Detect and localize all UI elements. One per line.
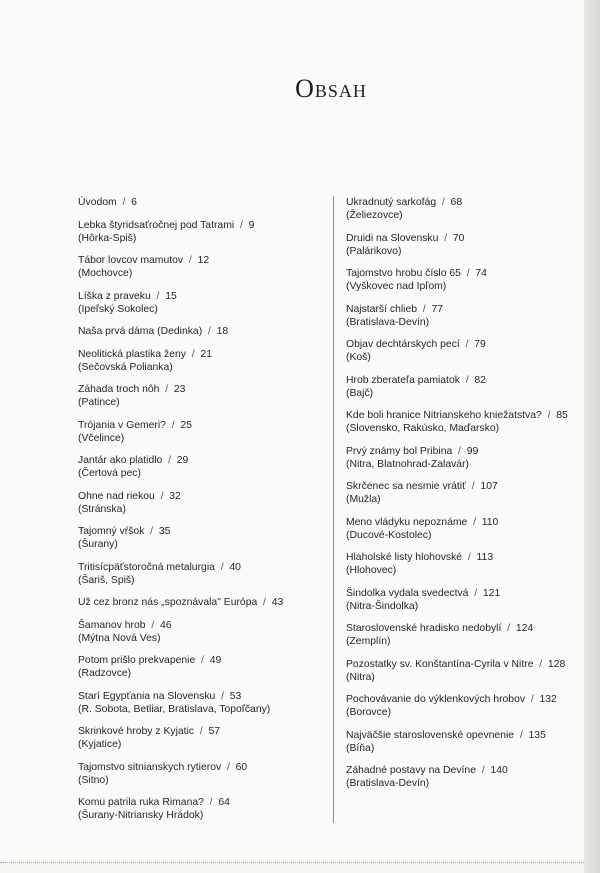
toc-entry-title: Skrinkové hroby z Kyjatic: [78, 726, 195, 737]
toc-entry-page: 85: [556, 410, 568, 421]
toc-entry-page: 23: [173, 384, 186, 395]
toc-entry-page: 82: [474, 374, 486, 386]
page-separator: /: [541, 410, 557, 421]
toc-entry-title: Lebka štyridsaťročnej pod Tatrami: [78, 219, 235, 231]
toc-entry-page: 60: [235, 761, 248, 773]
toc-entry-location: (R. Sobota, Betliar, Bratislava, Topoľčany): [78, 703, 271, 715]
toc-entry: [346, 480, 590, 506]
page-separator: /: [438, 232, 453, 244]
page-separator: /: [202, 326, 217, 337]
toc-entry-title: Záhada troch nôh: [78, 384, 160, 395]
toc-entry-page: 113: [476, 552, 494, 563]
toc-entry-line: [346, 303, 590, 316]
toc-entry-page: 99: [466, 445, 479, 457]
toc-entry-page: 43: [271, 597, 284, 608]
toc-entry: [78, 761, 326, 787]
toc-entry-line: [78, 619, 326, 632]
toc-entry-title: Úvodom: [78, 197, 117, 208]
toc-entry-title: Najväčšie staroslovenské opevnenie: [346, 729, 515, 741]
page-separator: /: [234, 219, 249, 231]
page-separator: /: [215, 690, 230, 702]
toc-entry-line: [78, 490, 326, 503]
page-separator: /: [465, 481, 481, 492]
page-separator: /: [468, 587, 483, 599]
toc-entry-line: [346, 445, 590, 458]
toc-entry-location: (Hlohovec): [346, 565, 397, 576]
toc-entry-line: [78, 561, 326, 574]
toc-entry: [78, 348, 326, 374]
toc-entry-line: [346, 338, 590, 351]
page-separator: /: [203, 797, 219, 808]
toc-entry-title: Jantár ako platidlo: [78, 455, 163, 466]
toc-entry-page: 29: [176, 455, 189, 466]
toc-entry: [78, 419, 326, 445]
toc-entry-page: 68: [450, 197, 463, 208]
toc-entry-title: Druidi na Slovensku: [346, 232, 439, 244]
toc-entry-location: (Stránska): [78, 503, 126, 515]
toc-entry-title: Skrčenec sa nesmie vrátiť: [346, 481, 466, 492]
toc-entry: [78, 561, 326, 587]
toc-entry-page: 53: [229, 690, 242, 702]
toc-entry-location: (Borovce): [346, 707, 392, 718]
page-separator: /: [194, 726, 209, 737]
toc-entry: [346, 516, 590, 542]
toc-entry-line: [78, 725, 326, 738]
toc-entry-line: [346, 516, 590, 529]
toc-entry-title: Staroslovenské hradisko nedobylí: [346, 623, 502, 634]
page-separator: /: [165, 419, 181, 431]
toc-entry-page: 6: [131, 197, 137, 208]
toc-entry-line: [346, 374, 590, 387]
toc-entry-title: Hlaholské listy hlohovské: [346, 552, 463, 563]
page-separator: /: [183, 255, 198, 266]
page-separator: /: [144, 526, 159, 537]
toc-entry-page: 46: [160, 619, 172, 631]
toc-entry-title: Tritisícpäťstoročná metalurgia: [78, 561, 215, 573]
toc-entry-title: Záhadné postavy na Devíne: [346, 765, 476, 776]
page-separator: /: [257, 597, 272, 608]
toc-entry-page: 77: [431, 303, 444, 315]
toc-entry-line: [346, 764, 590, 777]
toc-entry-location: (Sečovská Polianka): [78, 361, 173, 373]
toc-entry-page: 79: [474, 339, 486, 350]
page-separator: /: [460, 268, 476, 279]
page-separator: /: [162, 455, 177, 466]
toc-entry-line: [78, 348, 326, 361]
toc-entry-title: Šamanov hrob: [78, 619, 146, 631]
toc-entry-title: Pochovávanie do výklenkových hrobov: [346, 694, 526, 705]
toc-entry-title: Meno vládyku nepoznáme: [346, 516, 468, 528]
toc-entry: [78, 596, 326, 609]
toc-entry: [78, 454, 326, 480]
toc-entry-location: (Patince): [78, 397, 120, 408]
toc-entry-title: Objav dechtárskych pecí: [346, 339, 460, 350]
toc-entry-location: (Šariš, Spiš): [78, 574, 135, 586]
toc-entry-page: 74: [475, 268, 487, 279]
toc-entry-page: 70: [452, 232, 465, 244]
toc-entry: [346, 587, 590, 613]
toc-entry-line: [346, 622, 590, 635]
page-separator: /: [436, 197, 451, 208]
page-separator: /: [459, 374, 475, 386]
page-separator: /: [525, 694, 540, 705]
toc-entry-title: Starí Egypťania na Slovensku: [78, 690, 216, 702]
toc-entry-page: 18: [216, 326, 229, 337]
toc-entry: [78, 525, 326, 551]
toc-entry: [346, 551, 590, 577]
page-separator: /: [501, 623, 516, 634]
toc-entry-line: [346, 729, 590, 742]
toc-entry-title: Najstarší chlieb: [346, 303, 418, 315]
toc-entry-page: 132: [539, 694, 557, 705]
toc-entry-line: [78, 383, 326, 396]
toc-entry-location: (Koš): [346, 352, 371, 363]
toc-entry-page: 21: [200, 348, 212, 360]
toc-entry-location: (Ducové-Kostolec): [346, 529, 432, 541]
toc-entry-page: 135: [528, 729, 546, 741]
toc-entry-title: Ohne nad riekou: [78, 490, 155, 502]
toc-entry-page: 64: [218, 797, 230, 808]
toc-entry-line: [78, 419, 326, 432]
toc-column-left: [78, 196, 326, 832]
toc-entry-line: [78, 525, 326, 538]
page-separator: /: [459, 339, 475, 350]
page-separator: /: [514, 729, 529, 741]
toc-entry: [346, 693, 590, 719]
toc-column-right: [346, 196, 590, 800]
toc-entry-location: (Zemplín): [346, 636, 391, 647]
toc-entry-title: Šindolka vydala svedectvá: [346, 587, 469, 599]
toc-entry-title: Naša prvá dáma (Dedinka): [78, 326, 203, 337]
toc-entry-location: (Nitra, Blatnohrad-Zalavár): [346, 458, 469, 470]
toc-entry-title: Ukradnutý sarkofág: [346, 197, 437, 208]
toc-entry-location: (Sitno): [78, 774, 109, 786]
toc-entry: [78, 619, 326, 645]
page-separator: /: [475, 765, 491, 776]
page-separator: /: [145, 619, 161, 631]
toc-entry-title: Trójania v Gemeri?: [78, 419, 166, 431]
toc-entry-page: 32: [169, 490, 181, 502]
toc-entry-page: 57: [208, 726, 221, 737]
toc-entry-location: (Mýtna Nová Ves): [78, 632, 161, 644]
toc-entry-line: [78, 290, 326, 303]
toc-entry-line: [346, 587, 590, 600]
toc-entry-page: 110: [481, 516, 499, 528]
page-separator: /: [467, 516, 482, 528]
toc-entry-line: [346, 196, 590, 209]
toc-entry-page: 25: [180, 419, 192, 431]
toc-entry-location: (Šurany-Nitriansky Hrádok): [78, 810, 204, 821]
toc-entry: [346, 409, 590, 435]
toc-entry: [78, 290, 326, 316]
toc-entry-title: Pozostatky sv. Konštantína-Cyrila v Nitre: [346, 658, 534, 670]
toc-entry-line: [346, 693, 590, 706]
toc-entry-page: 40: [229, 561, 241, 573]
toc-entry: [346, 729, 590, 755]
toc-entry-location: (Slovensko, Rakúsko, Maďarsko): [346, 423, 500, 434]
toc-entry: [346, 303, 590, 329]
toc-entry-title: Líška z praveku: [78, 290, 151, 302]
toc-entry-line: [78, 761, 326, 774]
scan-border: [0, 862, 584, 863]
toc-entry-line: [346, 551, 590, 564]
toc-entry-title: Neolitická plastika ženy: [78, 348, 186, 360]
toc-entry-title: Prvý známy bol Pribina: [346, 445, 453, 457]
page-separator: /: [462, 552, 477, 563]
toc-entry-location: (Bajč): [346, 387, 374, 399]
toc-entry-line: [78, 219, 326, 232]
toc-entry-page: 140: [490, 765, 508, 776]
toc-entry-page: 124: [515, 623, 534, 634]
toc-entry-title: Potom prišlo prekvapenie: [78, 655, 196, 666]
toc-entry-line: [346, 480, 590, 493]
toc-entry: [78, 690, 326, 716]
toc-entry: [346, 764, 590, 790]
toc-entry: [78, 196, 326, 209]
toc-entry-page: 49: [209, 655, 222, 666]
toc-entry-location: (Palárikovo): [346, 245, 402, 257]
toc-entry-location: (Mochovce): [78, 268, 133, 279]
toc-entry-location: (Bratislava-Devín): [346, 778, 430, 789]
toc-entry: [78, 796, 326, 822]
toc-entry-line: [346, 232, 590, 245]
page-title: Obsah: [295, 74, 367, 103]
toc-entry: [346, 658, 590, 684]
toc-entry: [78, 490, 326, 516]
page-separator: /: [417, 303, 432, 315]
toc-entry: [346, 374, 590, 400]
toc-entry: [78, 654, 326, 680]
toc-entry: [346, 338, 590, 364]
toc-entry-page: 12: [197, 255, 210, 266]
toc-entry-page: 128: [547, 658, 566, 670]
page-separator: /: [159, 384, 174, 395]
toc-entry: [346, 445, 590, 471]
toc-entry-location: (Ipeľský Sokolec): [78, 303, 158, 315]
page-separator: /: [195, 655, 210, 666]
toc-entry-location: (Nitra): [346, 671, 375, 683]
toc-entry-title: Kde boli hranice Nitrianskeho kniežatstva?: [346, 410, 542, 421]
toc-entry: [346, 196, 590, 222]
page-separator: /: [452, 445, 467, 457]
toc-entry-title: Tajomný vŕšok: [78, 526, 145, 537]
toc-entry-location: (Čertová pec): [78, 468, 141, 479]
toc-entry: [78, 325, 326, 338]
toc-entry-line: [346, 658, 590, 671]
toc-entry-page: 9: [248, 219, 255, 231]
toc-entry-title: Už cez bronz nás „spoznávala" Európa: [78, 597, 258, 608]
toc-entry-line: [78, 196, 326, 209]
toc-entry-line: [78, 796, 326, 809]
toc-entry: [78, 383, 326, 409]
toc-entry-location: (Bíňa): [346, 742, 375, 754]
toc-entry: [78, 219, 326, 245]
toc-entry-location: (Vyškovec nad Ipľom): [346, 281, 447, 292]
toc-entry-page: 35: [158, 526, 171, 537]
toc-entry: [346, 267, 590, 293]
toc-entry-title: Komu patrila ruka Rimana?: [78, 797, 204, 808]
toc-entry-line: [78, 596, 326, 609]
toc-entry-location: (Mužla): [346, 494, 381, 505]
page-separator: /: [533, 658, 548, 670]
toc-entry-line: [78, 454, 326, 467]
toc-entry-line: [346, 267, 590, 280]
toc-entry-title: Hrob zberateľa pamiatok: [346, 374, 460, 386]
toc-entry-title: Tajomstvo sitnianskych rytierov: [78, 761, 222, 773]
toc-entry-location: (Včelince): [78, 432, 125, 444]
toc-entry-location: (Bratislava-Devín): [346, 316, 430, 328]
toc-entry-line: [78, 254, 326, 267]
toc-entry-line: [346, 409, 590, 422]
page-separator: /: [221, 761, 236, 773]
column-divider: [333, 196, 334, 823]
page-separator: /: [116, 197, 132, 208]
toc-entry-location: (Kyjatice): [78, 739, 122, 750]
page-separator: /: [154, 490, 170, 502]
toc-entry: [78, 725, 326, 751]
toc-entry-page: 15: [165, 290, 177, 302]
page-separator: /: [214, 561, 230, 573]
toc-entry-location: (Hôrka-Spiš): [78, 232, 137, 244]
toc-entry-line: [78, 325, 326, 338]
page-separator: /: [150, 290, 166, 302]
toc-entry-title: Tajomstvo hrobu číslo 65: [346, 268, 461, 279]
toc-entry: [346, 232, 590, 258]
toc-entry-location: (Šurany): [78, 539, 118, 550]
toc-entry-line: [78, 654, 326, 667]
toc-entry-location: (Želiezovce): [346, 210, 403, 221]
toc-entry-page: 107: [480, 481, 498, 492]
toc-entry: [78, 254, 326, 280]
toc-entry-line: [78, 690, 326, 703]
toc-entry-location: (Nitra-Šindolka): [346, 600, 419, 612]
toc-entry-title: Tábor lovcov mamutov: [78, 255, 184, 266]
toc-entry-location: (Radzovce): [78, 668, 132, 679]
toc-entry: [346, 622, 590, 648]
toc-entry-page: 121: [482, 587, 501, 599]
page-separator: /: [186, 348, 201, 360]
